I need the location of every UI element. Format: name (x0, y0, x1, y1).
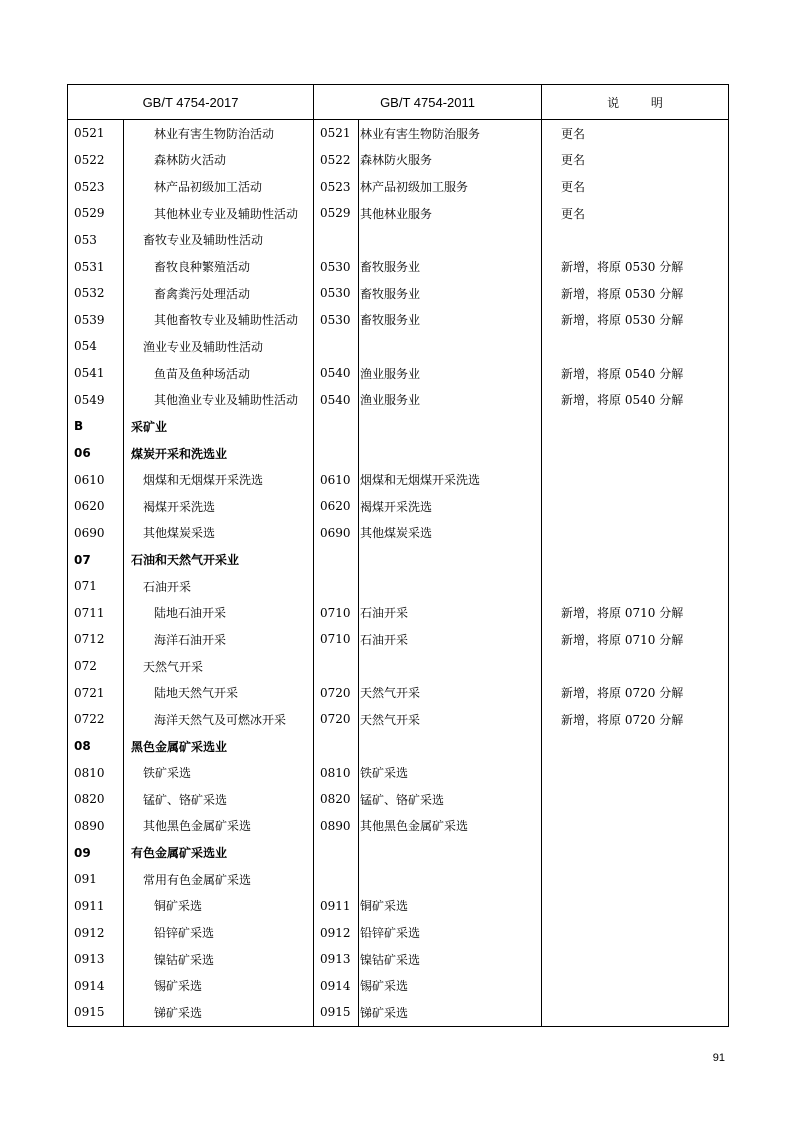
note-cell: 新增，将原 0530 分解 (542, 280, 729, 307)
table-row (68, 759, 729, 786)
new-name-cell: 畜牧良种繁殖活动 (124, 253, 314, 280)
new-code-cell: 0690 (68, 520, 124, 547)
classification-comparison-table (67, 84, 729, 1027)
new-name-cell: 铜矿采选 (124, 893, 314, 920)
note-cell (542, 813, 729, 840)
table-row (68, 466, 729, 493)
table-row (68, 360, 729, 387)
old-name-cell: 铜矿采选 (359, 893, 542, 920)
old-name-cell: 林业有害生物防治服务 (359, 120, 542, 147)
new-name-cell: 铁矿采选 (124, 759, 314, 786)
note-cell (542, 733, 729, 760)
old-code-cell: 0690 (320, 525, 351, 540)
old-code-cell (314, 333, 359, 360)
old-name-cell (359, 440, 542, 467)
new-code-cell: 0914 (68, 973, 124, 1000)
old-code-cell: 0530 (320, 286, 351, 301)
note-cell (542, 520, 729, 547)
new-code-cell: 053 (68, 227, 124, 254)
new-name-cell: 石油开采 (124, 573, 314, 600)
old-name-cell: 其他煤炭采选 (359, 520, 542, 547)
new-code-cell: 0722 (68, 706, 124, 733)
table-row (68, 866, 729, 893)
new-name-cell: 黑色金属矿采选业 (124, 733, 314, 760)
new-name-cell: 石油和天然气开采业 (124, 546, 314, 573)
new-name-cell: 其他林业专业及辅助性活动 (124, 200, 314, 227)
table-row (68, 253, 729, 280)
new-code-cell: 0523 (68, 173, 124, 200)
old-name-cell: 畜牧服务业 (359, 306, 542, 333)
old-code-cell: 0913 (320, 952, 351, 967)
old-code-cell: 0911 (320, 898, 351, 913)
table-row (68, 653, 729, 680)
note-cell (542, 573, 729, 600)
note-cell: 新增，将原 0710 分解 (542, 600, 729, 627)
note-cell (542, 466, 729, 493)
new-name-cell: 有色金属矿采选业 (124, 839, 314, 866)
new-code-cell: 0539 (68, 306, 124, 333)
note-cell: 新增，将原 0720 分解 (542, 679, 729, 706)
old-code-cell: 0521 (320, 126, 351, 141)
old-name-cell: 铁矿采选 (359, 759, 542, 786)
new-name-cell: 天然气开采 (124, 653, 314, 680)
note-cell (542, 440, 729, 467)
old-name-cell: 石油开采 (359, 600, 542, 627)
note-cell (542, 919, 729, 946)
old-code-cell: 0620 (320, 499, 351, 514)
note-cell (542, 999, 729, 1026)
table-row (68, 546, 729, 573)
note-cell (542, 653, 729, 680)
note-cell (542, 759, 729, 786)
old-code-cell (314, 866, 359, 893)
table-row (68, 839, 729, 866)
note-cell: 新增，将原 0710 分解 (542, 626, 729, 653)
new-name-cell: 渔业专业及辅助性活动 (124, 333, 314, 360)
old-name-cell: 其他林业服务 (359, 200, 542, 227)
old-code-cell (314, 733, 359, 760)
old-code-cell (314, 573, 359, 600)
old-code-cell: 0810 (320, 765, 351, 780)
table-row (68, 999, 729, 1026)
note-cell: 更名 (542, 200, 729, 227)
new-name-cell: 鱼苗及鱼种场活动 (124, 360, 314, 387)
note-cell: 更名 (542, 147, 729, 174)
header-old-standard: GB/T 4754-2011 (314, 85, 542, 120)
new-name-cell: 采矿业 (124, 413, 314, 440)
old-name-cell (359, 653, 542, 680)
new-name-cell: 锡矿采选 (124, 973, 314, 1000)
old-code-cell: 0710 (320, 605, 351, 620)
new-code-cell: 09 (68, 839, 124, 866)
new-name-cell: 陆地石油开采 (124, 600, 314, 627)
new-code-cell: 0532 (68, 280, 124, 307)
new-name-cell: 镍钴矿采选 (124, 946, 314, 973)
note-cell: 更名 (542, 120, 729, 147)
note-cell: 新增，将原 0540 分解 (542, 386, 729, 413)
old-name-cell: 林产品初级加工服务 (359, 173, 542, 200)
old-code-cell (314, 440, 359, 467)
old-name-cell (359, 227, 542, 254)
page-number: 91 (712, 1052, 725, 1064)
new-code-cell: 0820 (68, 786, 124, 813)
new-code-cell: 0911 (68, 893, 124, 920)
note-cell (542, 786, 729, 813)
old-code-cell: 0540 (320, 392, 351, 407)
old-name-cell: 畜牧服务业 (359, 280, 542, 307)
new-code-cell: 0913 (68, 946, 124, 973)
old-code-cell: 0610 (320, 472, 351, 487)
new-name-cell: 其他煤炭采选 (124, 520, 314, 547)
old-name-cell: 石油开采 (359, 626, 542, 653)
old-code-cell: 0720 (320, 685, 351, 700)
new-name-cell: 海洋天然气及可燃冰开采 (124, 706, 314, 733)
old-name-cell: 烟煤和无烟煤开采洗选 (359, 466, 542, 493)
new-code-cell: 0522 (68, 147, 124, 174)
old-code-cell: 0710 (320, 632, 351, 647)
old-name-cell: 渔业服务业 (359, 360, 542, 387)
new-name-cell: 其他渔业专业及辅助性活动 (124, 386, 314, 413)
old-name-cell (359, 333, 542, 360)
note-cell (542, 839, 729, 866)
old-name-cell: 天然气开采 (359, 706, 542, 733)
table-row (68, 893, 729, 920)
new-code-cell: 054 (68, 333, 124, 360)
table-header-row (68, 85, 729, 120)
table-row (68, 919, 729, 946)
old-name-cell: 锰矿、铬矿采选 (359, 786, 542, 813)
old-name-cell: 铅锌矿采选 (359, 919, 542, 946)
table-row (68, 333, 729, 360)
old-code-cell: 0522 (320, 152, 351, 167)
new-name-cell: 陆地天然气开采 (124, 679, 314, 706)
note-cell: 更名 (542, 173, 729, 200)
new-name-cell: 畜牧专业及辅助性活动 (124, 227, 314, 254)
old-code-cell: 0912 (320, 925, 351, 940)
old-name-cell: 天然气开采 (359, 679, 542, 706)
old-code-cell (314, 546, 359, 573)
old-code-cell: 0529 (320, 206, 351, 221)
note-cell (542, 333, 729, 360)
old-code-cell: 0890 (320, 818, 351, 833)
table-row (68, 733, 729, 760)
new-code-cell: 0721 (68, 679, 124, 706)
table-row (68, 520, 729, 547)
old-name-cell: 畜牧服务业 (359, 253, 542, 280)
new-code-cell: 0712 (68, 626, 124, 653)
old-code-cell (314, 227, 359, 254)
new-code-cell: 0541 (68, 360, 124, 387)
old-name-cell (359, 546, 542, 573)
note-cell: 新增，将原 0720 分解 (542, 706, 729, 733)
note-cell (542, 946, 729, 973)
table-row (68, 626, 729, 653)
old-code-cell: 0530 (320, 312, 351, 327)
old-code-cell: 0720 (320, 712, 351, 727)
new-code-cell: 0810 (68, 759, 124, 786)
new-name-cell: 林业有害生物防治活动 (124, 120, 314, 147)
new-code-cell: 0915 (68, 999, 124, 1026)
new-name-cell: 其他畜牧专业及辅助性活动 (124, 306, 314, 333)
new-name-cell: 煤炭开采和洗选业 (124, 440, 314, 467)
table-row (68, 173, 729, 200)
table-row (68, 813, 729, 840)
new-name-cell: 褐煤开采洗选 (124, 493, 314, 520)
new-code-cell: 0610 (68, 466, 124, 493)
note-cell (542, 546, 729, 573)
old-code-cell: 0540 (320, 366, 351, 381)
new-name-cell: 常用有色金属矿采选 (124, 866, 314, 893)
old-name-cell: 锑矿采选 (359, 999, 542, 1026)
old-name-cell: 镍钴矿采选 (359, 946, 542, 973)
table-row (68, 120, 729, 147)
table-row (68, 946, 729, 973)
old-code-cell (314, 413, 359, 440)
old-code-cell: 0915 (314, 999, 359, 1026)
old-name-cell: 渔业服务业 (359, 386, 542, 413)
new-code-cell: 0890 (68, 813, 124, 840)
note-cell: 新增，将原 0530 分解 (542, 253, 729, 280)
table-row (68, 227, 729, 254)
note-cell (542, 893, 729, 920)
old-name-cell (359, 866, 542, 893)
table-body (68, 120, 729, 1027)
new-name-cell: 烟煤和无烟煤开采洗选 (124, 466, 314, 493)
table-row (68, 147, 729, 174)
note-cell (542, 227, 729, 254)
old-code-cell: 0523 (320, 179, 351, 194)
table-row (68, 600, 729, 627)
new-code-cell: 07 (68, 546, 124, 573)
old-code-cell (314, 839, 359, 866)
new-code-cell: 0620 (68, 493, 124, 520)
new-code-cell: 0529 (68, 200, 124, 227)
old-name-cell (359, 413, 542, 440)
new-name-cell: 森林防火活动 (124, 147, 314, 174)
old-code-cell: 0530 (320, 259, 351, 274)
table-row (68, 786, 729, 813)
note-cell: 新增，将原 0530 分解 (542, 306, 729, 333)
new-name-cell: 海洋石油开采 (124, 626, 314, 653)
new-code-cell: 0531 (68, 253, 124, 280)
table-row (68, 493, 729, 520)
note-cell (542, 413, 729, 440)
old-name-cell: 森林防火服务 (359, 147, 542, 174)
table-row (68, 200, 729, 227)
table-row (68, 573, 729, 600)
new-code-cell: 0912 (68, 919, 124, 946)
old-name-cell: 褐煤开采洗选 (359, 493, 542, 520)
new-code-cell: 0521 (68, 120, 124, 147)
table-row (68, 386, 729, 413)
old-name-cell: 其他黑色金属矿采选 (359, 813, 542, 840)
new-name-cell: 锑矿采选 (124, 999, 314, 1026)
new-code-cell: 06 (68, 440, 124, 467)
new-code-cell: 0549 (68, 386, 124, 413)
new-name-cell: 铅锌矿采选 (124, 919, 314, 946)
old-code-cell: 0820 (320, 792, 351, 807)
table-row (68, 306, 729, 333)
table-row (68, 440, 729, 467)
note-cell (542, 973, 729, 1000)
new-code-cell: 08 (68, 733, 124, 760)
new-name-cell: 畜禽粪污处理活动 (124, 280, 314, 307)
table-row (68, 679, 729, 706)
note-cell: 新增，将原 0540 分解 (542, 360, 729, 387)
note-cell (542, 493, 729, 520)
new-code-cell: 072 (68, 653, 124, 680)
new-name-cell: 锰矿、铬矿采选 (124, 786, 314, 813)
old-name-cell (359, 733, 542, 760)
header-note: 说 明 (542, 85, 729, 120)
old-code-cell: 0914 (320, 978, 351, 993)
old-name-cell (359, 839, 542, 866)
old-code-cell (314, 653, 359, 680)
header-new-standard: GB/T 4754-2017 (68, 85, 314, 120)
table-row (68, 973, 729, 1000)
new-code-cell: 071 (68, 573, 124, 600)
new-name-cell: 其他黑色金属矿采选 (124, 813, 314, 840)
old-name-cell (359, 573, 542, 600)
table-row (68, 706, 729, 733)
new-code-cell: 0711 (68, 600, 124, 627)
new-code-cell: 091 (68, 866, 124, 893)
new-name-cell: 林产品初级加工活动 (124, 173, 314, 200)
note-cell (542, 866, 729, 893)
table-row (68, 280, 729, 307)
new-code-cell: B (68, 413, 124, 440)
old-name-cell: 锡矿采选 (359, 973, 542, 1000)
table-row (68, 413, 729, 440)
